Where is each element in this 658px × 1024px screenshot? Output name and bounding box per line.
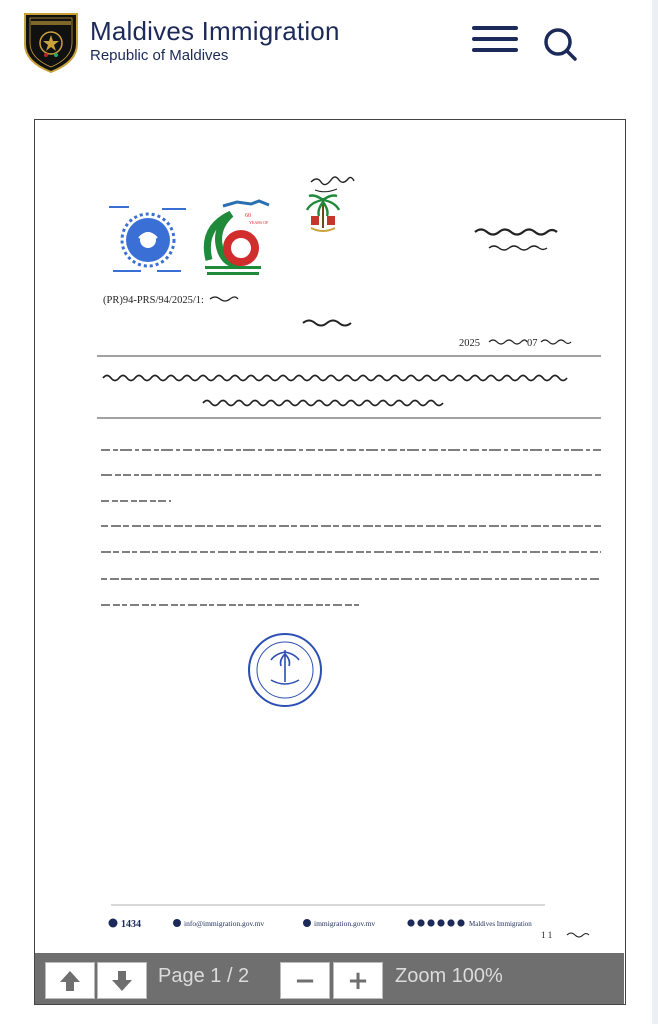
- bismillah-calligraphy-icon: [311, 177, 354, 192]
- hamburger-menu-icon[interactable]: [472, 24, 518, 54]
- footer-phone: 1434: [121, 919, 141, 930]
- date-year: 2025: [459, 338, 480, 349]
- headline-text: [103, 376, 567, 406]
- footer-website: immigration.gov.mv: [314, 919, 376, 928]
- press-release-document: [35, 120, 624, 953]
- ref-number: (PR)94-PRS/94/2025/1:: [103, 295, 204, 306]
- footer-social: Maldives Immigration: [469, 920, 532, 928]
- official-stamp-icon: [249, 634, 321, 706]
- zoom-out-button[interactable]: −: [280, 962, 330, 999]
- arrow-down-icon: [110, 969, 134, 993]
- date-day: 07: [527, 338, 538, 349]
- pdf-toolbar: [35, 953, 624, 1004]
- immigration-emblem-icon[interactable]: [22, 10, 80, 74]
- site-header: [0, 0, 652, 84]
- zoom-indicator: Zoom 100%: [395, 965, 503, 987]
- site-title[interactable]: Maldives Immigration: [90, 16, 340, 46]
- logo-60-label: YEARS OF: [249, 220, 269, 225]
- state-emblem-icon: [307, 196, 339, 232]
- zoom-in-button[interactable]: +: [333, 962, 383, 999]
- page-indicator: Page 1 / 2: [158, 965, 250, 987]
- dhivehi-department-header: [475, 230, 557, 251]
- footer-contact-bar: [109, 919, 533, 931]
- footer-page-count: 1 1: [541, 930, 553, 940]
- next-page-button[interactable]: [97, 962, 147, 999]
- page-scrollbar[interactable]: [652, 0, 658, 1024]
- immigration-flower-logo-icon: [109, 206, 186, 272]
- arrow-up-icon: [58, 969, 82, 993]
- search-icon[interactable]: [542, 26, 578, 62]
- pdf-viewer[interactable]: [34, 119, 626, 1005]
- years-of-independence-logo-icon: [205, 201, 269, 275]
- footer-email: info@immigration.gov.mv: [184, 919, 265, 928]
- svg-text:60: 60: [245, 213, 251, 219]
- body-text: [101, 450, 601, 605]
- prev-page-button[interactable]: [45, 962, 95, 999]
- site-subtitle: Republic of Maldives: [90, 47, 229, 64]
